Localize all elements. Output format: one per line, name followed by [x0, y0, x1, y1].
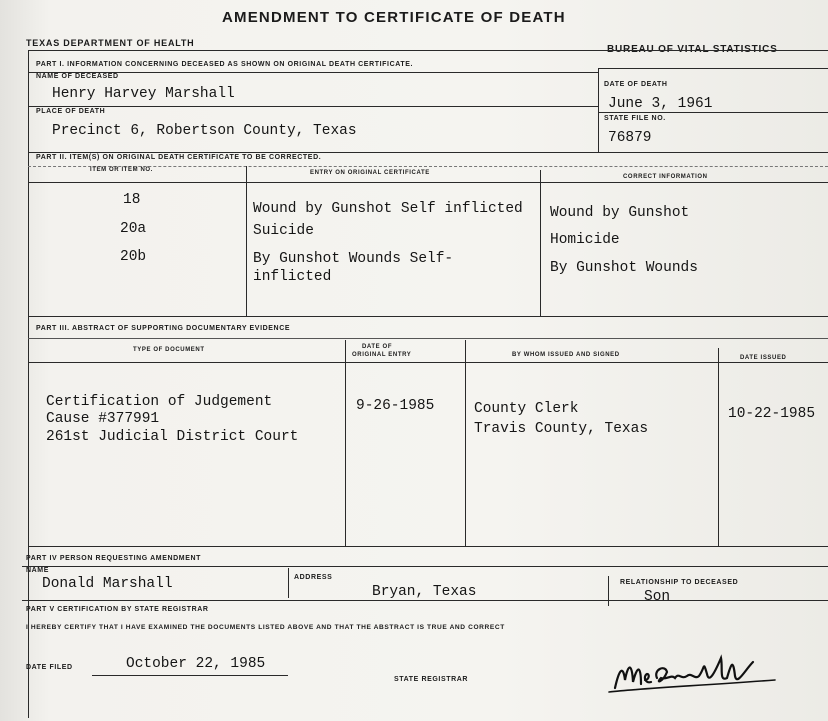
- form-title: AMENDMENT TO CERTIFICATE OF DEATH: [222, 9, 566, 26]
- document-type-line2: Cause #377991: [46, 411, 160, 427]
- certify-statement: I HEREBY CERTIFY THAT I HAVE EXAMINED THE DOCUMENTS LISTED ABOVE AND THAT THE ABSTRACT IS TRUE AND CORRECT: [26, 624, 505, 631]
- rule-col-item: [246, 166, 247, 316]
- requester-address: Bryan, Texas: [372, 584, 477, 600]
- document-type-line1: Certification of Judgement: [46, 394, 273, 410]
- rule-part1-divider: [598, 68, 599, 152]
- part2-header: PART II. ITEM(S) ON ORIGINAL DEATH CERTIFICATE TO BE CORRECTED.: [36, 154, 322, 161]
- col-original-header: ENTRY ON ORIGINAL CERTIFICATE: [310, 170, 430, 176]
- col-item-header: ITEM OR ITEM NO.: [90, 167, 153, 173]
- date-of-original-entry: 9-26-1985: [356, 398, 435, 414]
- original-18: Wound by Gunshot Self inflicted: [253, 201, 523, 217]
- rule-part3-sub: [28, 338, 828, 339]
- original-20b-line1: By Gunshot Wounds Self-: [253, 251, 454, 267]
- col-correct-header: CORRECT INFORMATION: [623, 174, 708, 180]
- correct-18: Wound by Gunshot: [550, 205, 690, 221]
- col-date-entry-header-2: ORIGINAL ENTRY: [352, 352, 412, 358]
- col-type-header: TYPE OF DOCUMENT: [133, 347, 205, 353]
- item-18: 18: [123, 192, 141, 208]
- col-date-entry-header-1: DATE OF: [362, 344, 393, 350]
- part4-header: PART IV PERSON REQUESTING AMENDMENT: [26, 555, 202, 562]
- rule-name: [28, 106, 598, 107]
- requester-name-label: NAME: [26, 567, 50, 574]
- place-of-death: Precinct 6, Robertson County, Texas: [52, 123, 357, 139]
- document-type-line3: 261st Judicial District Court: [46, 429, 299, 445]
- state-registrar-label: STATE REGISTRAR: [394, 676, 469, 683]
- col-issued-by-header: BY WHOM ISSUED AND SIGNED: [512, 352, 620, 358]
- issued-by-line2: Travis County, Texas: [474, 421, 649, 437]
- issued-by-line1: County Clerk: [474, 401, 579, 417]
- requester-address-label: ADDRESS: [294, 574, 333, 581]
- rule-col-original: [540, 170, 541, 316]
- rule-col-type: [345, 340, 346, 546]
- bureau-name: BUREAU OF VITAL STATISTICS: [607, 44, 778, 55]
- part5-header: PART V CERTIFICATION BY STATE REGISTRAR: [26, 606, 209, 613]
- part1-header: PART I. INFORMATION CONCERNING DECEASED AS SHOWN ON ORIGINAL DEATH CERTIFICATE.: [36, 61, 414, 68]
- rule-left: [28, 50, 29, 718]
- rule-col-date-entry: [465, 340, 466, 546]
- rule-top: [28, 50, 828, 51]
- rule-part3-top: [28, 316, 828, 317]
- state-file-number: 76879: [608, 130, 652, 146]
- original-20a: Suicide: [253, 223, 314, 239]
- rule-date-filed: [92, 675, 288, 676]
- rule-part2-top: [28, 152, 828, 153]
- deceased-name: Henry Harvey Marshall: [52, 86, 235, 102]
- relationship-value: Son: [644, 589, 671, 605]
- date-of-death-label: DATE OF DEATH: [604, 81, 668, 88]
- rule-relationship: [608, 576, 609, 606]
- date-filed: October 22, 1985: [126, 656, 266, 672]
- rule-date: [598, 112, 828, 113]
- date-filed-label: DATE FILED: [26, 664, 73, 671]
- rule-part5-top: [22, 600, 828, 601]
- rule-right-top: [598, 68, 828, 69]
- correct-20a: Homicide: [550, 232, 620, 248]
- requester-name: Donald Marshall: [42, 576, 173, 592]
- agency-name: TEXAS DEPARTMENT OF HEALTH: [26, 38, 195, 48]
- rule-part3-cols: [28, 362, 828, 363]
- state-file-label: STATE FILE NO.: [604, 115, 666, 122]
- col-date-issued-header: DATE ISSUED: [740, 355, 787, 361]
- relationship-label: RELATIONSHIP TO DECEASED: [620, 579, 739, 586]
- rule-part2-cols: [28, 182, 828, 183]
- rule-part4-sub: [22, 566, 828, 567]
- original-20b-line2: inflicted: [253, 269, 332, 285]
- place-of-death-label: PLACE OF DEATH: [36, 108, 106, 115]
- item-20b: 20b: [120, 249, 147, 265]
- rule-col-issued: [718, 348, 719, 546]
- part3-header: PART III. ABSTRACT OF SUPPORTING DOCUMENTARY EVIDENCE: [36, 325, 291, 332]
- date-of-death: June 3, 1961: [608, 96, 713, 112]
- date-issued: 10-22-1985: [728, 406, 816, 422]
- rule-address: [288, 568, 289, 598]
- deceased-name-label: NAME OF DECEASED: [36, 73, 119, 80]
- item-20a: 20a: [120, 221, 147, 237]
- correct-20b: By Gunshot Wounds: [550, 260, 698, 276]
- rule-part4-top: [28, 546, 828, 547]
- registrar-signature: [605, 650, 785, 700]
